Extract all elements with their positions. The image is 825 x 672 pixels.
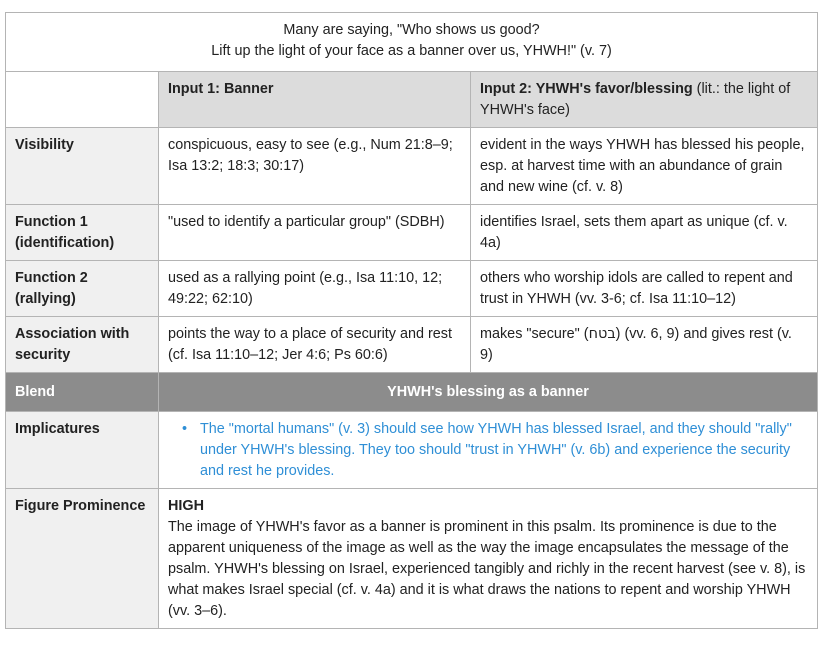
header-input-2	[471, 72, 818, 128]
row-input-2: identifies Israel, sets them apart as unique (cf. v. 4a)	[471, 205, 818, 261]
header-row	[6, 72, 818, 128]
hebrew-word: בטח	[588, 326, 616, 342]
header-blank-cell	[6, 72, 159, 128]
prominence-level: HIGH	[168, 498, 204, 514]
implicatures-text: The "mortal humans" (v. 3) should see how YHWH has blessed Israel, and they should "rally" under YHWH's blessing. They too should "trust in YHWH" (v. 6b) and experience the security and rest he provides.	[200, 421, 792, 479]
row-input-2-post: ) (vv. 6, 9) and gives rest (v. 9)	[480, 326, 792, 363]
row-input-1: "used to identify a particular group" (SDBH)	[159, 205, 471, 261]
prominence-text: The image of YHWH's favor as a banner is prominent in this psalm. Its prominence is due to the apparent uniqueness of the image as well as the way the image encapsulates the message of the psalm. YHWH's blessing on Israel, experienced tangibly and richly in the recent harvest (see v. 8), is what makes Israel special (cf. v. 4a) and it is what draws the nations to repent and worship YHWH (vv. 3–6).	[168, 519, 806, 619]
table-row-security	[6, 317, 818, 373]
row-label: Function 2 (rallying)	[6, 261, 159, 317]
row-label: Function 1 (identification)	[6, 205, 159, 261]
implicatures-list	[168, 419, 808, 482]
row-label: Association with security	[6, 317, 159, 373]
prominence-cell	[159, 489, 818, 629]
row-input-2	[471, 317, 818, 373]
implicatures-row	[6, 412, 818, 489]
table-row-visibility	[6, 128, 818, 205]
prominence-row	[6, 489, 818, 629]
row-input-1: used as a rallying point (e.g., Isa 11:10, 12; 49:22; 62:10)	[159, 261, 471, 317]
verse-line-2: Lift up the light of your face as a banner over us, YHWH!" (v. 7)	[211, 43, 612, 59]
table-row-function-2	[6, 261, 818, 317]
prominence-label: Figure Prominence	[6, 489, 159, 629]
bullet-icon: •	[182, 421, 188, 437]
row-input-2: evident in the ways YHWH has blessed his people, esp. at harvest time with an abundance of grain and new wine (cf. v. 8)	[471, 128, 818, 205]
blend-title: YHWH's blessing as a banner	[159, 373, 818, 412]
blend-label: Blend	[6, 373, 159, 412]
row-input-1: points the way to a place of security and rest (cf. Isa 11:10–12; Jer 4:6; Ps 60:6)	[159, 317, 471, 373]
blend-table	[5, 12, 818, 629]
blend-row	[6, 373, 818, 412]
row-input-2: others who worship idols are called to repent and trust in YHWH (vv. 3-6; cf. Isa 11:10–12)	[471, 261, 818, 317]
header-input-1-label: Input 1: Banner	[168, 81, 274, 97]
implicatures-cell	[159, 412, 818, 489]
table-row-function-1	[6, 205, 818, 261]
verse-line-1: Many are saying, "Who shows us good?	[283, 22, 540, 38]
row-label: Visibility	[6, 128, 159, 205]
row-input-1: conspicuous, easy to see (e.g., Num 21:8–9; Isa 13:2; 18:3; 30:17)	[159, 128, 471, 205]
header-input-1	[159, 72, 471, 128]
header-input-2-note: (lit.: the light of YHWH's face)	[480, 81, 791, 118]
verse-cell	[6, 13, 818, 72]
list-item	[182, 419, 808, 482]
implicatures-label: Implicatures	[6, 412, 159, 489]
header-input-2-label: Input 2: YHWH's favor/blessing	[480, 81, 693, 97]
row-input-2-pre: makes "secure" (	[480, 326, 589, 342]
verse-row	[6, 13, 818, 72]
